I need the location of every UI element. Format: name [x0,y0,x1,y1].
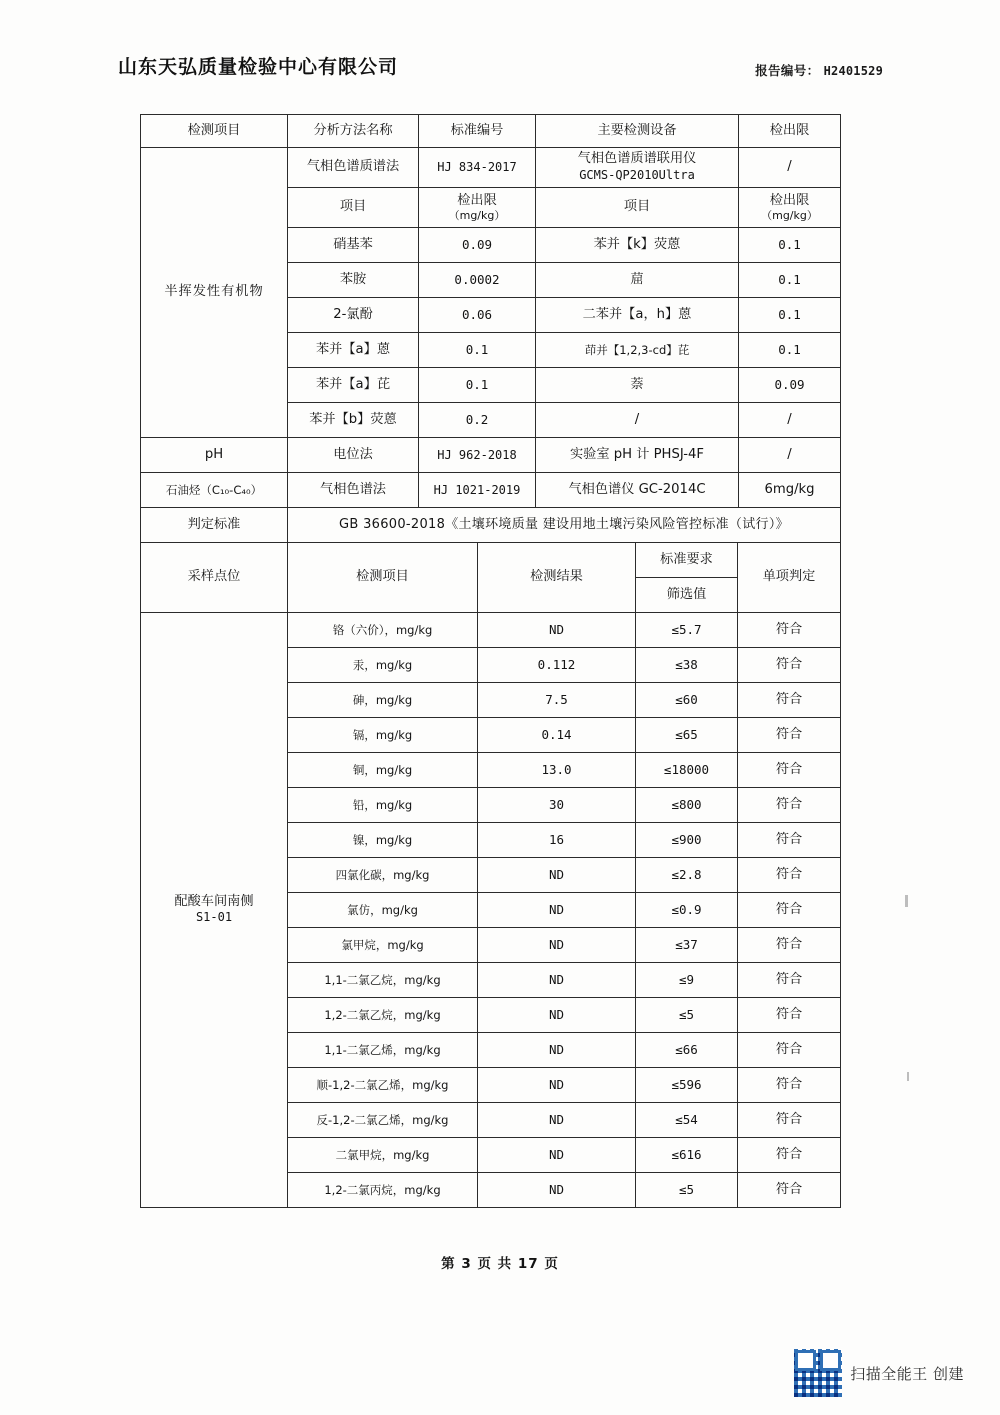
row-item: 砷，mg/kg [288,683,478,718]
th-test-result: 检测结果 [478,543,636,613]
row-limit: ≤2.8 [636,858,738,893]
svoc-left-limit: 0.1 [419,368,536,403]
row-limit: ≤18000 [636,753,738,788]
row-result: 16 [478,823,636,858]
row-verdict: 符合 [738,963,841,998]
criteria-value: GB 36600-2018《土壤环境质量 建设用地土壤污染风险管控标准（试行）》 [288,508,841,543]
row-limit: ≤5.7 [636,613,738,648]
company-name: 山东天弘质量检验中心有限公司 [118,56,399,78]
row-item: 1,1-二氯乙烷，mg/kg [288,963,478,998]
page-header [118,52,883,79]
ph-row [141,438,841,473]
row-verdict: 符合 [738,1068,841,1103]
svoc-right-limit: 0.1 [739,333,841,368]
row-verdict: 符合 [738,893,841,928]
scan-speck [907,1072,909,1081]
svoc-right-item: / [536,403,739,438]
row-result: 0.112 [478,648,636,683]
row-result: ND [478,1033,636,1068]
row-item: 反-1,2-二氯乙烯，mg/kg [288,1103,478,1138]
criteria-row [141,508,841,543]
row-verdict: 符合 [738,1033,841,1068]
row-verdict: 符合 [738,858,841,893]
svoc-right-item: 二苯并【a，h】蒽 [536,298,739,333]
row-item: 四氯化碳，mg/kg [288,858,478,893]
row-result: ND [478,893,636,928]
row-item: 二氯甲烷，mg/kg [288,1138,478,1173]
th-equipment: 主要检测设备 [536,115,739,148]
row-verdict: 符合 [738,823,841,858]
svoc-equipment-line1: 气相色谱质谱联用仪 [577,151,697,166]
row-item: 镉，mg/kg [288,718,478,753]
row-item: 1,2-二氯乙烷，mg/kg [288,998,478,1033]
row-item: 氯甲烷，mg/kg [288,928,478,963]
svoc-sub-limit-left-text: 检出限 [457,193,497,209]
th-detection-limit: 检出限 [739,115,841,148]
row-limit: ≤60 [636,683,738,718]
th-standard: 标准编号 [419,115,536,148]
row-limit: ≤54 [636,1103,738,1138]
report-number [755,61,883,79]
row-item: 铬（六价），mg/kg [288,613,478,648]
svoc-sub-limit-right-unit: （mg/kg） [761,208,818,222]
row-result: 13.0 [478,753,636,788]
svoc-right-limit: 0.1 [739,298,841,333]
report-number-label: 报告编号： [755,63,820,78]
row-item: 镍，mg/kg [288,823,478,858]
row-limit: ≤0.9 [636,893,738,928]
sample-point-line2: S1-01 [195,910,233,924]
svoc-left-limit: 0.0002 [419,263,536,298]
report-tables [140,114,840,1208]
th-method: 分析方法名称 [288,115,419,148]
row-item: 1,2-二氯丙烷，mg/kg [288,1173,478,1208]
row-limit: ≤596 [636,1068,738,1103]
row-result: ND [478,963,636,998]
method-table-header-row [141,115,841,148]
ph-method: 电位法 [288,438,419,473]
row-verdict: 符合 [738,718,841,753]
scan-speck [905,895,908,907]
svoc-sub-limit-left [419,188,536,228]
svoc-sub-item-left: 项目 [288,188,419,228]
svoc-sub-item-right: 项目 [536,188,739,228]
row-limit: ≤5 [636,1173,738,1208]
row-limit: ≤66 [636,1033,738,1068]
svoc-left-limit: 0.06 [419,298,536,333]
sample-point-cell [141,613,288,1208]
row-verdict: 符合 [738,788,841,823]
criteria-label: 判定标准 [141,508,288,543]
row-verdict: 符合 [738,683,841,718]
row-limit: ≤900 [636,823,738,858]
svoc-right-limit: 0.1 [739,263,841,298]
svoc-method-name: 气相色谱质谱法 [288,148,419,188]
row-verdict: 符合 [738,928,841,963]
page-number: 第 3 页 共 17 页 [441,1256,559,1272]
th-verdict: 单项判定 [738,543,841,613]
th-standard-requirement: 标准要求 [636,543,738,578]
petroleum-row [141,473,841,508]
row-item: 汞，mg/kg [288,648,478,683]
result-table [140,542,841,1208]
th-test-item: 检测项目 [288,543,478,613]
svoc-left-limit: 0.2 [419,403,536,438]
row-limit: ≤65 [636,718,738,753]
th-item: 检测项目 [141,115,288,148]
svoc-group-label: 半挥发性有机物 [141,148,288,438]
row-verdict: 符合 [738,1173,841,1208]
row-result: ND [478,1138,636,1173]
svoc-left-item: 苯并【a】蒽 [288,333,419,368]
svoc-right-item: 茚并【1,2,3-cd】芘 [536,333,739,368]
svoc-left-item: 苯并【a】芘 [288,368,419,403]
row-result: 0.14 [478,718,636,753]
th-screening-value: 筛选值 [636,578,738,613]
svoc-right-item: 萘 [536,368,739,403]
result-header-row [141,543,841,578]
petroleum-detection-limit: 6mg/kg [739,473,841,508]
sample-point-line1: 配酸车间南侧 [174,893,254,909]
row-result: ND [478,1068,636,1103]
row-limit: ≤5 [636,998,738,1033]
svoc-right-limit: 0.09 [739,368,841,403]
row-verdict: 符合 [738,648,841,683]
row-limit: ≤9 [636,963,738,998]
svoc-sub-limit-left-unit: （mg/kg） [448,208,506,222]
svoc-detection-limit: / [739,148,841,188]
ph-item: pH [141,438,288,473]
ph-standard: HJ 962-2018 [419,438,536,473]
row-limit: ≤616 [636,1138,738,1173]
scan-badge [794,1349,964,1397]
row-limit: ≤800 [636,788,738,823]
petroleum-method: 气相色谱法 [288,473,419,508]
row-item: 铜，mg/kg [288,753,478,788]
svoc-right-limit: / [739,403,841,438]
row-result: ND [478,1173,636,1208]
row-result: ND [478,613,636,648]
svoc-right-item: 䓛 [536,263,739,298]
svoc-left-item: 2-氯酚 [288,298,419,333]
row-result: 7.5 [478,683,636,718]
petroleum-item: 石油烃（C₁₀-C₄₀） [141,473,288,508]
row-item: 氯仿，mg/kg [288,893,478,928]
row-item: 1,1-二氯乙烯，mg/kg [288,1033,478,1068]
ph-detection-limit: / [739,438,841,473]
row-verdict: 符合 [738,1138,841,1173]
report-number-value: H2401529 [823,64,883,78]
th-sample-point: 采样点位 [141,543,288,613]
svoc-sub-limit-right-text: 检出限 [769,193,810,209]
row-verdict: 符合 [738,753,841,788]
row-result: ND [478,928,636,963]
svoc-right-item: 苯并【k】荧蒽 [536,228,739,263]
method-table [140,114,841,543]
row-verdict: 符合 [738,613,841,648]
svoc-left-item: 苯胺 [288,263,419,298]
row-verdict: 符合 [738,1103,841,1138]
row-limit: ≤37 [636,928,738,963]
row-result: ND [478,858,636,893]
row-result: ND [478,998,636,1033]
svoc-standard: HJ 834-2017 [419,148,536,188]
svoc-left-limit: 0.1 [419,333,536,368]
svoc-sub-limit-right [739,188,841,228]
svoc-equipment-line2: GCMS-QP2010Ultra [579,167,695,182]
svoc-left-limit: 0.09 [419,228,536,263]
ph-equipment: 实验室 pH 计 PHSJ-4F [536,438,739,473]
svoc-equipment [536,148,739,188]
svoc-left-item: 硝基苯 [288,228,419,263]
row-verdict: 符合 [738,998,841,1033]
row-item: 铅，mg/kg [288,788,478,823]
petroleum-standard: HJ 1021-2019 [419,473,536,508]
row-limit: ≤38 [636,648,738,683]
row-result: ND [478,1103,636,1138]
svoc-left-item: 苯并【b】荧蒽 [288,403,419,438]
table-row [141,613,841,648]
svoc-right-limit: 0.1 [739,228,841,263]
petroleum-equipment: 气相色谱仪 GC-2014C [536,473,739,508]
svoc-method-row [141,148,841,188]
qr-code-icon [794,1349,842,1397]
scan-badge-text: 扫描全能王 创建 [850,1364,964,1383]
row-result: 30 [478,788,636,823]
row-item: 顺-1,2-二氯乙烯，mg/kg [288,1068,478,1103]
